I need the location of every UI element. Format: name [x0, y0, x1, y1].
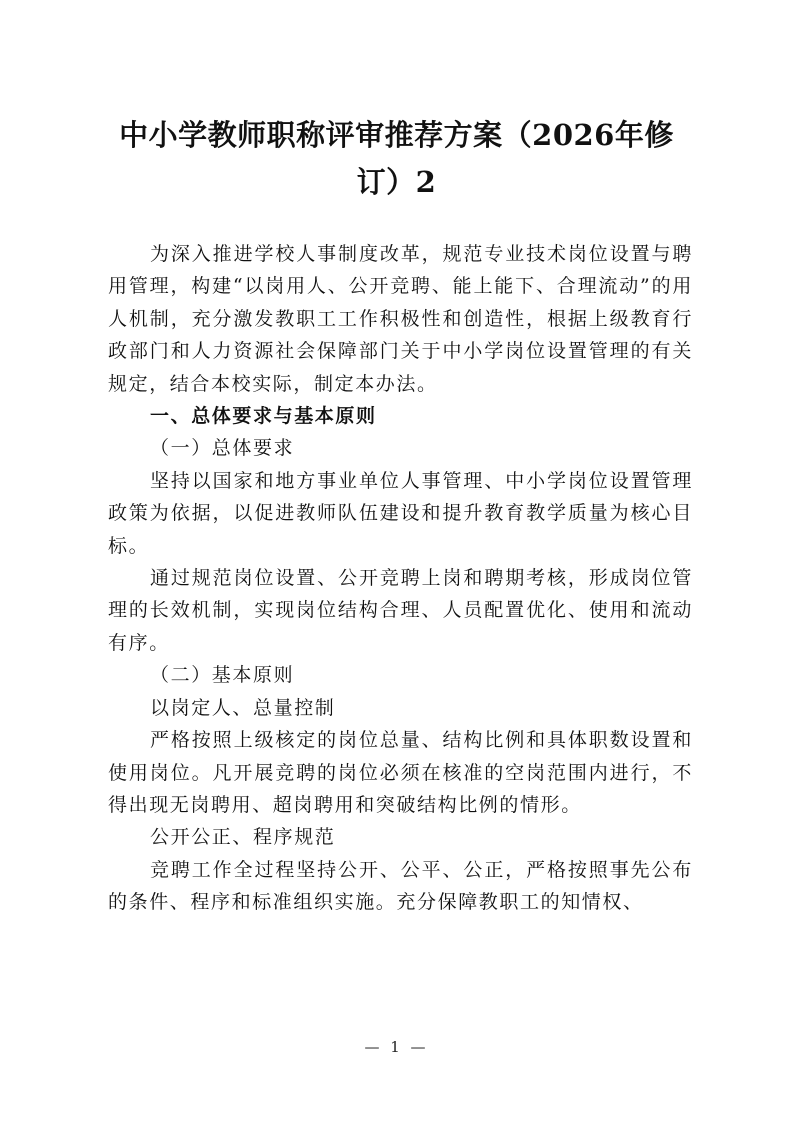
paragraph-principle-1: 严格按照上级核定的岗位总量、结构比例和具体职数设置和使用岗位。凡开展竞聘的岗位必须在核准的空岗范围内进行，不得出现无岗聘用、超岗聘用和突破结构比例的情形。	[108, 729, 693, 816]
principle-title-2: 公开公正、程序规范	[150, 826, 336, 849]
paragraph-general-1: 坚持以国家和地方事业单位人事管理、中小学岗位设置管理政策为依据，以促进教师队伍建设和提升教育教学质量为核心目标。	[108, 469, 693, 557]
subsection-heading-basic-principles: （二）基本原则	[150, 664, 295, 687]
principle-title-1: 以岗定人、总量控制	[150, 696, 336, 719]
document-body	[108, 238, 693, 919]
subsection-heading-general-requirements: （一）总体要求	[150, 437, 295, 460]
document-title: 中小学教师职称评审推荐方案（2026年修订）2	[119, 118, 674, 199]
page-number: — 1 —	[364, 1038, 429, 1056]
paragraph-intro: 为深入推进学校人事制度改革，规范专业技术岗位设置与聘用管理，构建“以岗用人、公开竞聘、能上能下、合理流动”的用人机制，充分激发教职工工作积极性和创造性，根据上级教育行政部门和人力资源社会保障部门关于中小学岗位设置管理的有关规定，结合本校实际，制定本办法。	[108, 243, 693, 395]
section-heading-1: 一、总体要求与基本原则	[150, 405, 377, 428]
paragraph-general-2: 通过规范岗位设置、公开竞聘上岗和聘期考核，形成岗位管理的长效机制，实现岗位结构合理、人员配置优化、使用和流动有序。	[108, 567, 693, 654]
paragraph-principle-2: 竞聘工作全过程坚持公开、公平、公正，严格按照事先公布的条件、程序和标准组织实施。充分保障教职工的知情权、	[108, 858, 693, 914]
